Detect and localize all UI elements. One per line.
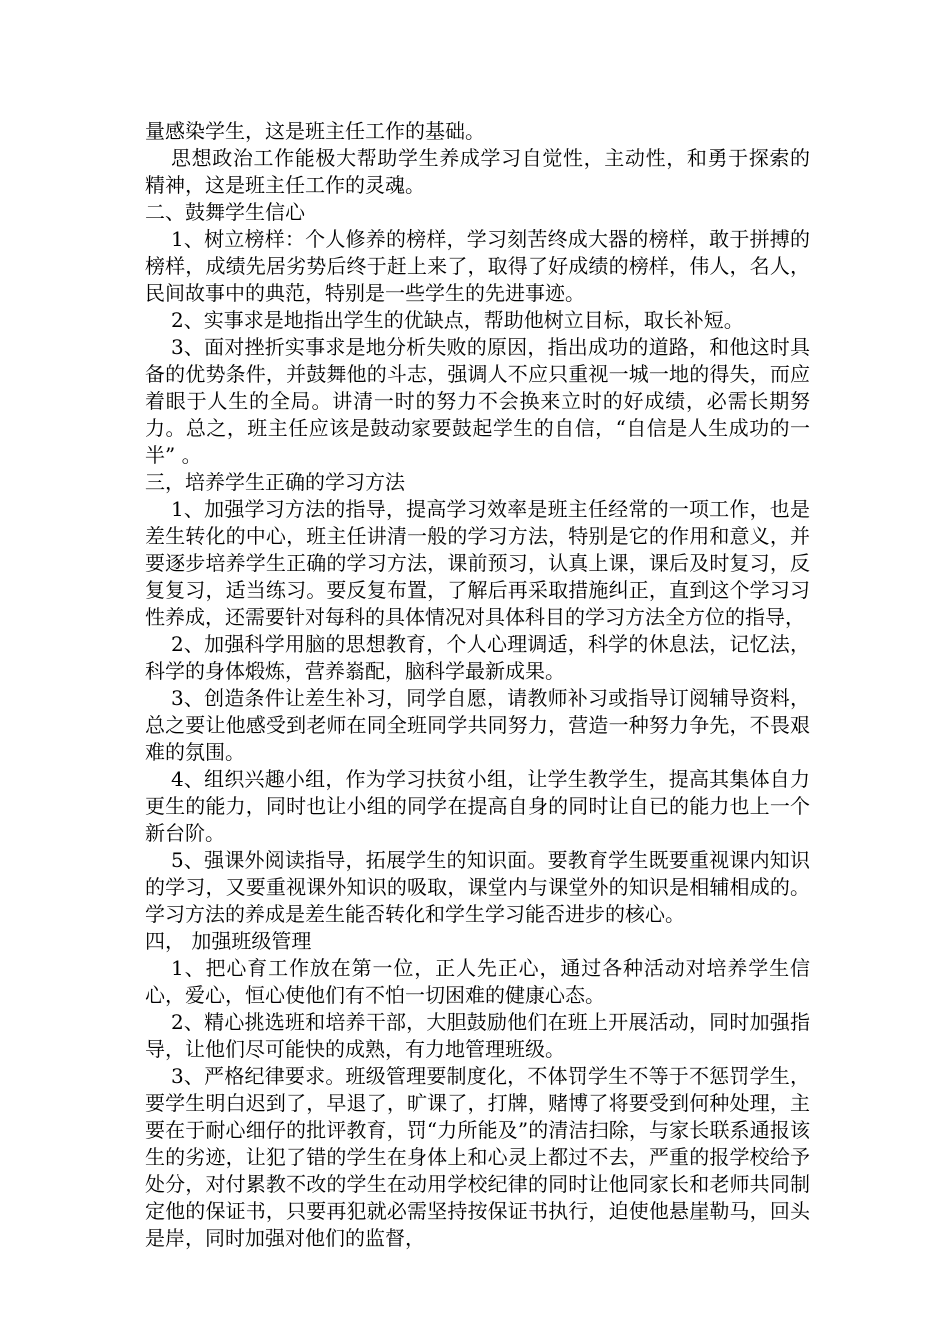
body-paragraph: 5、强课外阅读指导，拓展学生的知识面。要教育学生既要重视课内知识的学习，又要重视课外知识的吸取，课堂内与课堂外的知识是相辅相成的。学习方法的养成是差生能否转化和学生学习能否进步的核心。 xyxy=(145,848,810,926)
section-heading: 三，培养学生正确的学习方法 xyxy=(145,470,405,494)
body-paragraph: 3、严格纪律要求。班级管理要制度化，不体罚学生不等于不惩罚学生，要学生明白迟到了，早退了，旷课了，打牌，赌博了将要受到何种处理，主要在于耐心细仔的批评教育，罚“力所能及”的清洁扫除，与家长联系通报该生的劣迹，让犯了错的学生在身体上和心灵上都过不去，严重的报学校给予处分，对付累教不改的学生在动用学校纪律的同时让他同家长和老师共同制定他的保证书，只要再犯就必需坚持按保证书执行，迫使他悬崖勒马，回头是岸，同时加强对他们的监督， xyxy=(145,1064,810,1250)
body-paragraph: 2、加强科学用脑的思想教育，个人心理调适，科学的休息法，记忆法，科学的身体煅炼，营养嵡配，脑科学最新成果。 xyxy=(145,632,810,683)
body-paragraph: 1、加强学习方法的指导，提高学习效率是班主任经常的一项工作，也是差生转化的中心，班主任讲清一般的学习方法，特别是它的作用和意义，并要逐步培养学生正确的学习方法，课前预习，认真上课，课后及时复习，反复复习，适当练习。要反复布置，了解后再采取措施纠正，直到这个学习习性养成，还需要针对每科的具体情况对具体科目的学习方法全方位的指导， xyxy=(145,497,810,629)
body-paragraph: 1、把心育工作放在第一位，正人先正心，通过各种活动对培养学生信心，爱心，恒心使他们有不怕一切困难的健康心态。 xyxy=(145,956,810,1007)
body-paragraph: 2、实事求是地指出学生的优缺点，帮助他树立目标，取长补短。 xyxy=(171,308,744,332)
body-paragraph: 量感染学生，这是班主任工作的基础。 xyxy=(145,119,485,143)
document-page xyxy=(145,118,810,1252)
section-heading: 二、鼓舞学生信心 xyxy=(145,200,305,224)
body-paragraph: 4、组织兴趣小组，作为学习扶贫小组，让学生教学生，提高其集体自力更生的能力，同时也让小组的同学在提高自身的同时让自已的能力也上一个新台阶。 xyxy=(145,767,810,845)
body-paragraph: 1、树立榜样：个人修养的榜样，学习刻苦终成大器的榜样，敢于拼搏的榜样，成绩先居劣势后终于赶上来了，取得了好成绩的榜样，伟人，名人，民间故事中的典范，特别是一些学生的先进事迹。 xyxy=(145,227,810,305)
body-paragraph: 3、创造条件让差生补习，同学自愿，请教师补习或指导订阅辅导资料，总之要让他感受到老师在同全班同学共同努力，营造一种努力争先，不畏艰难的氛围。 xyxy=(145,686,810,764)
section-heading: 四， 加强班级管理 xyxy=(145,929,312,953)
body-paragraph: 2、精心挑选班和培养干部，大胆鼓励他们在班上开展活动，同时加强指导，让他们尽可能快的成熟，有力地管理班级。 xyxy=(145,1010,810,1061)
body-paragraph: 思想政治工作能极大帮助学生养成学习自觉性，主动性，和勇于探索的精神，这是班主任工作的灵魂。 xyxy=(145,146,810,197)
body-paragraph: 3、面对挫折实事求是地分析失败的原因，指出成功的道路，和他这时具备的优势条件，并鼓舞他的斗志，强调人不应只重视一城一地的得失，而应着眼于人生的全局。讲清一时的努力不会换来立时的好成绩，必需长期努力。总之，班主任应该是鼓动家要鼓起学生的自信，“自信是人生成功的一半” 。 xyxy=(145,335,810,467)
